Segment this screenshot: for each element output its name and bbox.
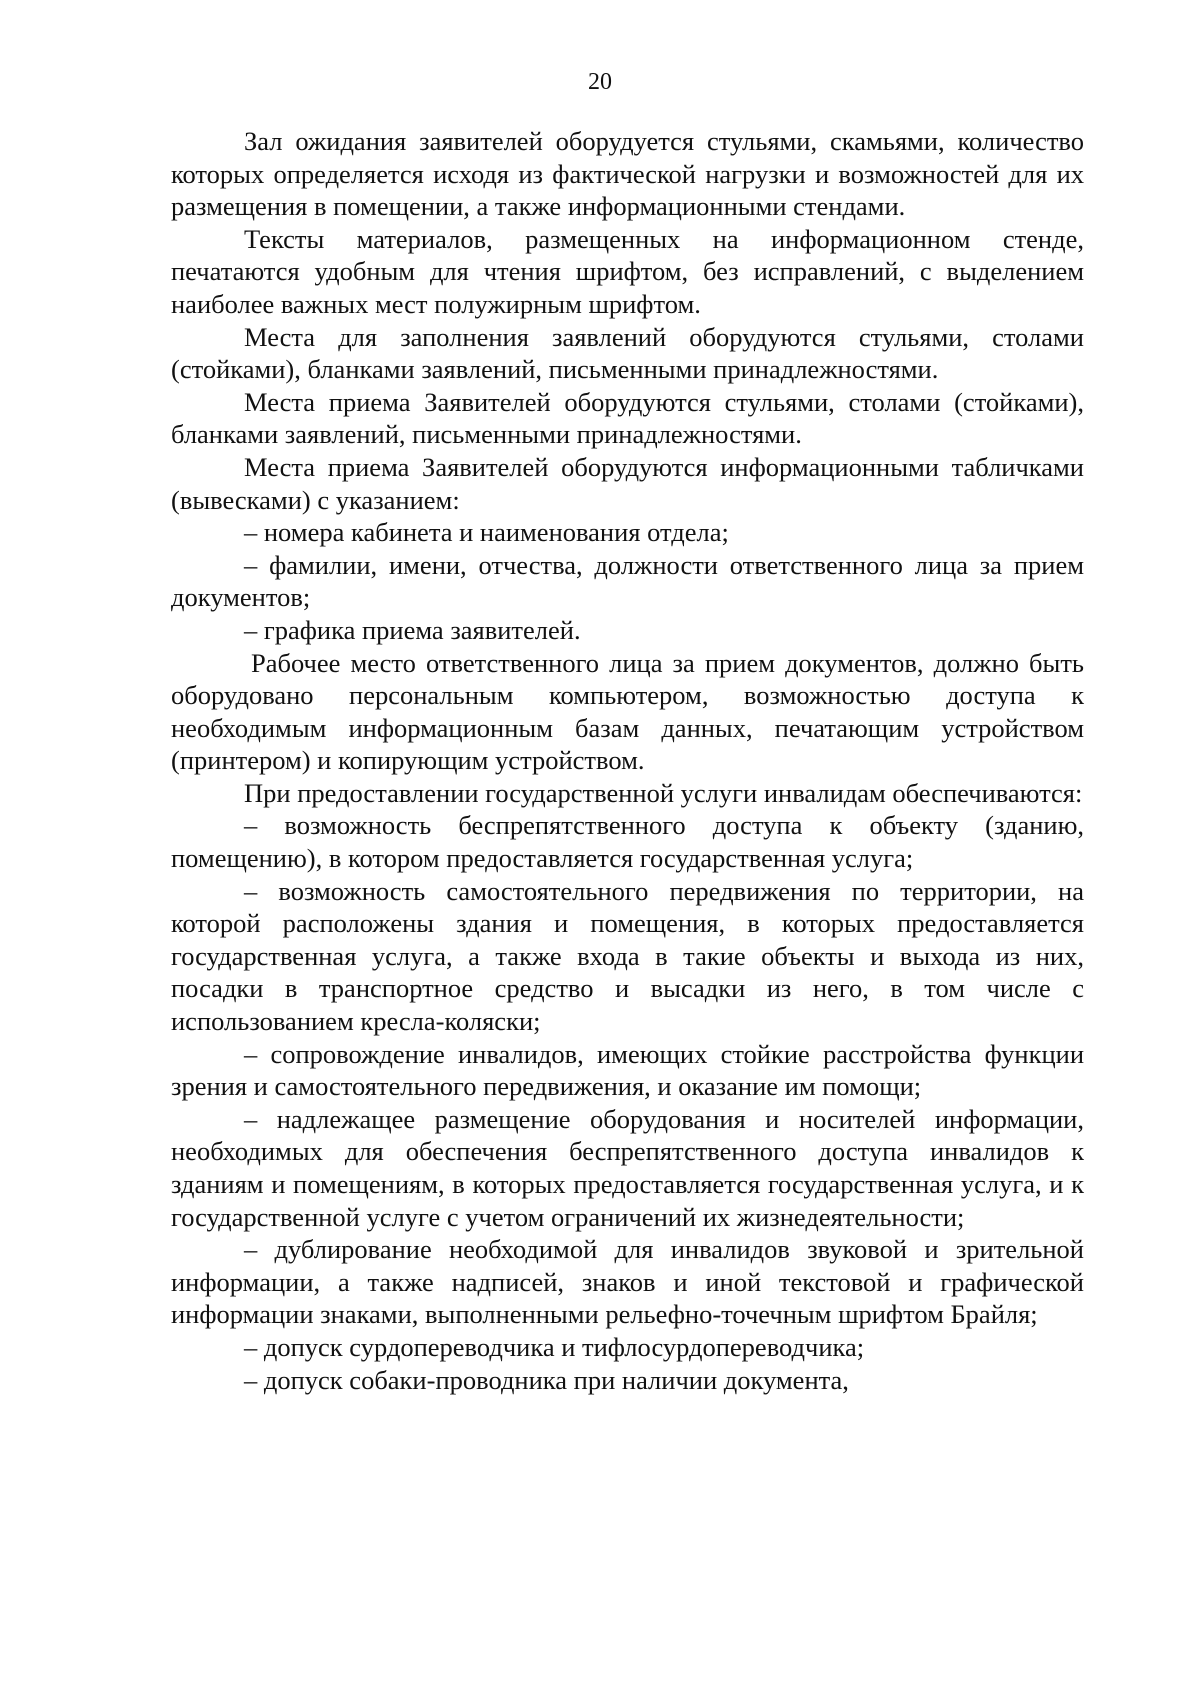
paragraph-filling-places: Места для заполнения заявлений оборудуются стульями, столами (стойками), бланками заявлений, письменными принадлежностями. (171, 321, 1084, 385)
paragraph-reception-furniture: Места приема Заявителей оборудуются стульями, столами (стойками), бланками заявлений, письменными принадлежностями. (171, 386, 1084, 450)
list-item-office-number: – номера кабинета и наименования отдела; (244, 517, 729, 548)
paragraph-disabled-provision: При предоставлении государственной услуги инвалидам обеспечиваются: (244, 777, 1083, 808)
document-body (171, 125, 1084, 1396)
list-item-accompaniment: – сопровождение инвалидов, имеющих стойкие расстройства функции зрения и самостоятельного передвижения, и оказание им помощи; (171, 1038, 1084, 1102)
list-item-guide-dog-admission: – допуск собаки-проводника при наличии документа, (244, 1364, 849, 1395)
paragraph-reception-signs: Места приема Заявителей оборудуются информационными табличками (вывесками) с указанием: (171, 451, 1084, 515)
list-item-interpreter-admission: – допуск сурдопереводчика и тифлосурдопереводчика; (244, 1331, 865, 1362)
list-item-schedule: – графика приема заявителей. (244, 614, 581, 645)
paragraph-workplace: Рабочее место ответственного лица за прием документов, должно быть оборудовано персональным компьютером, возможностью доступа к необходимым информационным базам данных, печатающим устройством (принтером) и копирующим устройством. (171, 647, 1084, 776)
paragraph-stand-texts: Тексты материалов, размещенных на информационном стенде, печатаются удобным для чтения шрифтом, без исправлений, с выделением наиболее важных мест полужирным шрифтом. (171, 223, 1084, 319)
list-item-responsible-person: – фамилии, имени, отчества, должности ответственного лица за прием документов; (171, 549, 1084, 613)
list-item-free-access: – возможность беспрепятственного доступа к объекту (зданию, помещению), в котором предоставляется государственная услуга; (171, 810, 1084, 874)
list-item-equipment-placement: – надлежащее размещение оборудования и носителей информации, необходимых для обеспечения беспрепятственного доступа инвалидов к зданиям и помещениям, в которых предоставляется государственная услуга, и к государственной услуге с учетом ограничений их жизнедеятельности; (171, 1103, 1084, 1232)
page-number: 20 (588, 69, 612, 95)
paragraph-waiting-hall: Зал ожидания заявителей оборудуется стульями, скамьями, количество которых определяется исходя из фактической нагрузки и возможностей для их размещения в помещении, а также информационными стендами. (171, 126, 1084, 222)
list-item-independent-movement: – возможность самостоятельного передвижения по территории, на которой расположены здания и помещения, в которых предоставляется государственная услуга, а также входа в такие объекты и выхода из них, посадки в транспортное средство и высадки из него, в том числе с использованием кресла-коляски; (171, 875, 1084, 1037)
list-item-information-duplication: – дублирование необходимой для инвалидов звуковой и зрительной информации, а также надписей, знаков и иной текстовой и графической информации знаками, выполненными рельефно-точечным шрифтом Брайля; (171, 1234, 1084, 1330)
